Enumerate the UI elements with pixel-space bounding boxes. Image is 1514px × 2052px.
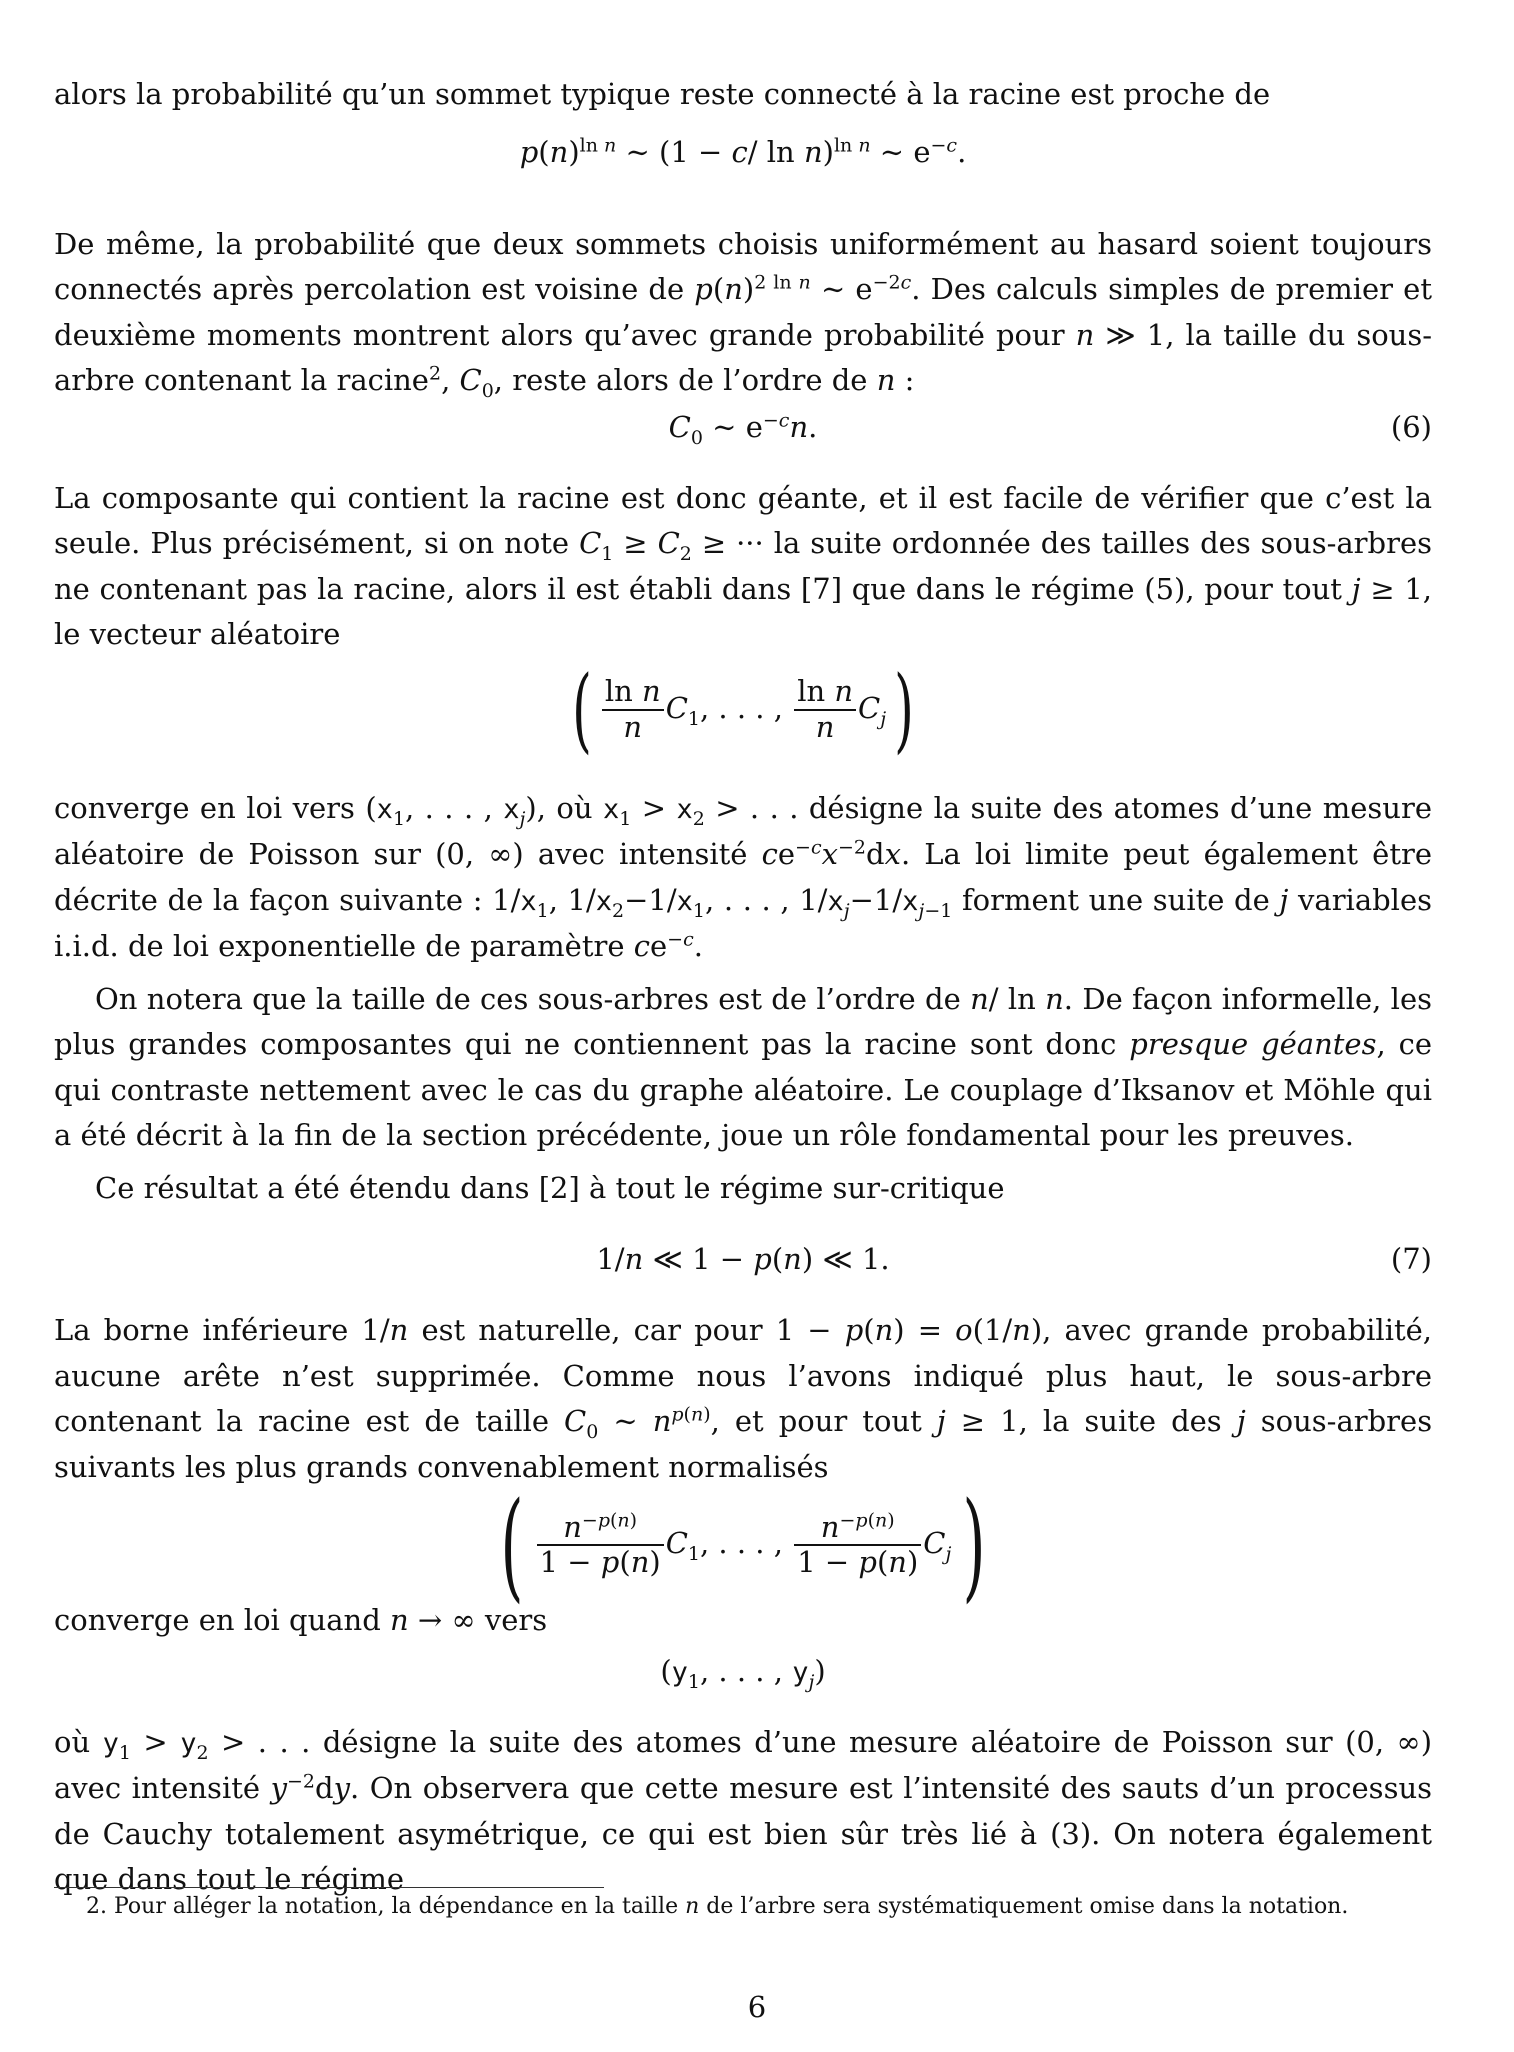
p5-text-b: . De façon informelle, les plus grandes composantes qui ne contiennent pas la racine sont donc — [54, 981, 1432, 1061]
p5-text-c: , ce qui contraste nettement avec le cas du graphe aléatoire. Le couplage d’Iksanov et Möhle qui a été décrit à la fin de la section précédente, joue un rôle fondamental pour les preuves. — [54, 1027, 1433, 1152]
paragraph-9: où $y_1 > y_2$ > . . . désigne la suite des atomes d’une mesure aléatoire de Poisson sur (0, ∞) avec intensité $y^{-2}dy$. On observera que cette mesure est l’intensité des sauts d’un processus de Cauchy totalement asymétrique, ce qui est bien sûr très lié à (3). On notera également que dans tout le régime — [54, 1724, 1433, 1896]
p3-text-b: la suite ordonnée des tailles des sous-arbres ne contenant pas la racine, alors il est établi dans [7] que dans le régime (5), pour tout — [54, 526, 1432, 606]
equation-6: $C_0$ ∼ $e^{-c}n$. (6) — [54, 404, 1432, 450]
p7-text-a: La borne inférieure — [54, 1313, 349, 1347]
p9-text-a: où — [54, 1724, 91, 1759]
equation-7: 1/n ≪ 1 − p(n) ≪ 1. (7) — [54, 1236, 1432, 1282]
p2-text-e: : — [895, 363, 915, 397]
footnote-marker[interactable]: 2 — [428, 362, 442, 385]
p3-text-a: La composante qui contient la racine est donc géante, et il est facile de vérifier que c’est la seule. Plus précisément, si on note — [54, 480, 1432, 560]
p2-text-a: De même, la probabilité que deux sommets choisis uniformément au hasard soient toujours connectés après percolation est voisine de — [54, 226, 1432, 306]
footnote-2: 2. Pour alléger la notation, la dépendance en la taille n de l’arbre sera systématiquement omise dans la notation. — [86, 1894, 1349, 1919]
p7-text-f: sous-arbres suivants les plus grands convenablement normalisés — [54, 1404, 1433, 1484]
p2-text-b: . Des calculs simples de premier et deuxième moments montrent alors qu’avec grande probabilité pour — [54, 272, 1432, 352]
p7-text-d: , et pour tout — [710, 1404, 922, 1438]
p8-text-b: vers — [484, 1603, 548, 1637]
p4-text-g: variables i.i.d. de loi exponentielle de paramètre — [54, 882, 1432, 963]
paragraph-7: La borne inférieure 1/n est naturelle, car pour 1 − p(n) = o(1/n), avec grande probabilité, aucune arête n’est supprimée. Comme nous l’avons indiqué plus haut, le sous-arbre contenant la racine est de taille $C_0$ ∼ $n^{p(n)}$, et pour tout j ≥ 1, la suite des j sous-arbres suivants les plus grands convenablement normalisés — [54, 1313, 1433, 1484]
p4-text-f: forment une suite de — [961, 882, 1270, 917]
equation-vector-x: ( $\frac{\text{ln n}}{n}$ $C_1$, . . . , $\frac{\text{ln n}}{n}$ $C_j$) — [572, 655, 914, 763]
footnote-mark: 2. — [86, 1894, 107, 1919]
p5-emphasis: presque géantes — [1129, 1027, 1377, 1061]
paragraph-3: La composante qui contient la racine est donc géante, et il est facile de vérifier que c’est la seule. Plus précisément, si on note $C_1 \ge C_2$ ≥ ··· la suite ordonnée des tailles des sous-arbres ne contenant pas la racine, alors il est établi dans [7] que dans le régime (5), pour tout j ≥ 1, le vecteur aléatoire — [54, 480, 1433, 651]
p9-text-b: désigne la suite des atomes d’une mesure aléatoire de Poisson sur — [322, 1724, 1333, 1759]
p2-text-d: , reste alors de l’ordre de — [493, 363, 868, 397]
paragraph-4: converge en loi vers ($x_1$, . . . , $x_j$), où $x_1 > x_2$ > . . . désigne la suite des atomes d’une mesure aléatoire de Poisson sur (0, ∞) avec intensité $ce^{-c}x^{-2}dx$. La loi limite peut également être décrite de la façon suivante : $1/x_1$, $1/x_2-1/x_1$, . . . , $1/x_j-1/x_{j-1}$ forment une suite de j variables i.i.d. de loi exponentielle de paramètre $ce^{-c}$. — [54, 790, 1433, 963]
p4-text-c: désigne la suite des atomes d’une mesure aléatoire de Poisson sur — [54, 790, 1432, 871]
footnote-rule — [54, 1887, 604, 1888]
p7-text-c: , avec grande probabilité, aucune arête n’est supprimée. Comme nous l’avons indiqué plus haut, le sous-arbre contenant la racine est de taille — [54, 1313, 1433, 1438]
p8-text-a: converge en loi quand — [54, 1603, 381, 1637]
p4-text-b: , où — [536, 790, 593, 825]
page-body — [54, 72, 1432, 1903]
p4-text-a: converge en loi vers — [54, 790, 355, 825]
p5-text-a: On notera que la taille de ces sous-arbres est de l’ordre de — [95, 981, 961, 1016]
page-number: 6 — [747, 1990, 767, 2024]
equation-vector-normalized: ( $\frac{n^{-p(n)}}{1 - p(n)}$ $C_1$, . . . , $\frac{n^{-p(n)}}{1 - p(n)}$ $C_j$) — [500, 1476, 986, 1614]
p7-text-e: , la suite des — [1018, 1404, 1222, 1438]
paragraph-5: On notera que la taille de ces sous-arbres est de l’ordre de n/ ln n. De façon informelle, les plus grandes composantes qui ne contiennent pas la racine sont donc presque géantes, ce qui contraste nettement avec le cas du graphe aléatoire. Le couplage d’Iksanov et Möhle qui a été décrit à la fin de la section précédente, joue un rôle fondamental pour les preuves. — [54, 981, 1433, 1152]
equation-p-ln-n: $p(n)^{ln n}$ ∼ (1 − c/ ln n)$^{ln n}$ ∼ $e^{-c}$. — [519, 133, 967, 169]
p4-text-e: . La loi limite peut également être décrite de la façon suivante : — [54, 837, 1433, 917]
p9-text-d: . On observera que cette mesure est l’intensité des sauts d’un processus de Cauchy totalement asymétrique, ce qui est bien sûr très lié à (3). On notera également que dans tout le régime — [54, 1771, 1433, 1896]
paragraph-6: Ce résultat a été étendu dans [2] à tout le régime sur-critique — [95, 1170, 1005, 1205]
p4-text-d: avec intensité — [537, 837, 748, 871]
p2-text-c: , la taille du sous-arbre contenant la racine — [54, 317, 1433, 397]
paragraph-2: De même, la probabilité que deux sommets choisis uniformément au hasard soient toujours connectés après percolation est voisine de $p(n)^{2 ln n}$ ∼ $e^{-2c}$. Des calculs simples de premier et deuxième moments montrent alors qu’avec grande probabilité pour n ≫ 1, la taille du sous-arbre contenant la racine$^2$, $C_0$, reste alors de l’ordre de n : — [54, 226, 1433, 402]
footnote-text-a: Pour alléger la notation, la dépendance en la taille — [114, 1894, 679, 1919]
footnote-text-b: de l’arbre sera systématiquement omise dans la notation. — [706, 1894, 1349, 1919]
equation-number-7: (7) — [1390, 1242, 1432, 1276]
paragraph-8: converge en loi quand n → ∞ vers — [54, 1603, 548, 1637]
equation-number-6: (6) — [1390, 409, 1432, 444]
p7-text-b: est naturelle, car pour — [421, 1313, 763, 1347]
p9-text-c: avec intensité — [54, 1771, 261, 1805]
paragraph-1: alors la probabilité qu’un sommet typique reste connecté à la racine est proche de — [54, 77, 1271, 111]
p3-text-c: , le vecteur aléatoire — [54, 571, 1433, 651]
equation-vector-y: ($y_1$, . . . , $y_j$) — [660, 1653, 826, 1693]
